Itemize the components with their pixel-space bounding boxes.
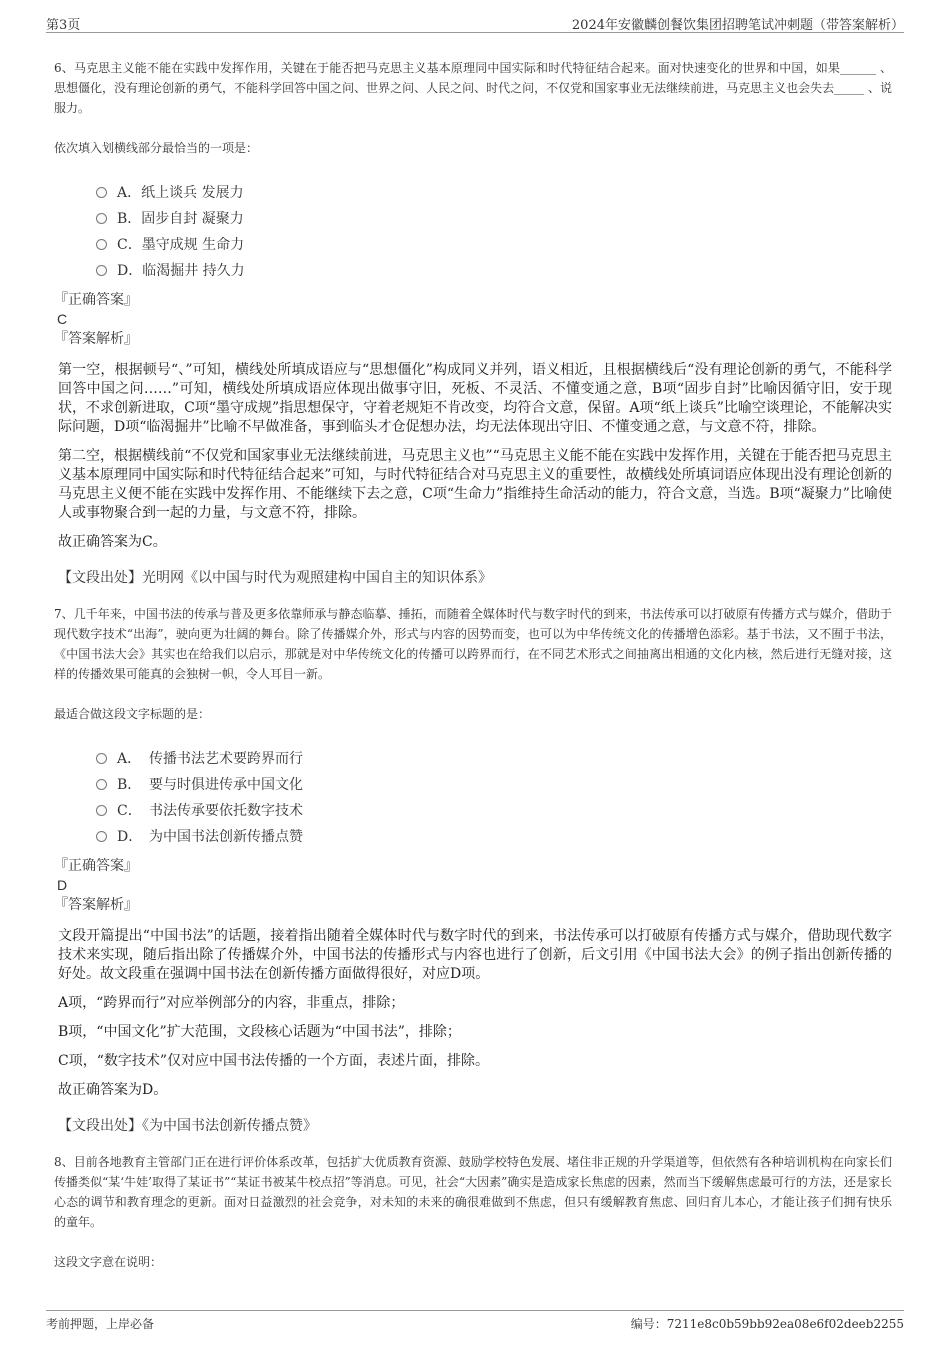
option-d[interactable] (96, 258, 892, 284)
option-letter: A． (117, 185, 142, 201)
radio-icon[interactable] (96, 779, 107, 790)
option-letter: C． (117, 237, 142, 253)
radio-icon[interactable] (96, 805, 107, 816)
radio-icon[interactable] (96, 831, 107, 842)
answer-value: C (57, 311, 68, 327)
option-b[interactable] (96, 772, 892, 798)
option-text: 墨守成规 生命力 (141, 237, 245, 253)
question-stem: 8、目前各地教育主管部门正在进行评价体系改革，包括扩大优质教育资源、鼓励学校特色发展、堵住非正规的升学渠道等，但依然有各种培训机构在向家长们传播类似“某‘牛娃’取得了某证书”“某证书被某牛校点招”等消息。可见，社会“大因素”确实是造成家长焦虑的因素，然而当下缓解焦虑最可行的方法，还是家长心态的调节和教育理念的更新。面对日益激烈的社会竞争，对未知的未来的确很难做到不焦虑，但只有缓解教育焦虑、回归育儿本心，才能让孩子们拥有快乐的童年。 (54, 1155, 892, 1229)
source-citation: 【文段出处】光明网《以中国与时代为观照建构中国自主的知识体系》 (58, 570, 492, 586)
option-letter: A． (117, 751, 142, 767)
option-letter: B． (117, 777, 142, 793)
radio-icon[interactable] (96, 753, 107, 764)
source-citation: 【文段出处】《为中国书法创新传播点赞》 (58, 1118, 317, 1134)
analysis-paragraph: 第二空，根据横线前“不仅党和国家事业无法继续前进，马克思主义也”“马克思主义能不能在实践中发挥作用，关键在于能否把马克思主义基本原理同中国实际和时代特征结合起来”可知，与时代特征结合对马克思主义的重要性，故横线处所填词语应体现出没有理论创新的马克思主义便不能在实践中发挥作用、不能继续下去之意，C项“生命力”指维持生命活动的能力，符合文意，当选。B项“凝聚力”比喻使人或事物聚合到一起的力量，与文意不符，排除。 (58, 448, 892, 521)
question-prompt: 最适合做这段文字标题的是： (54, 707, 211, 721)
analysis-paragraph: C项，“数字技术”仅对应中国书法传播的一个方面，表述片面，排除。 (58, 1053, 490, 1069)
question-7 (54, 604, 892, 1136)
analysis-paragraph: 故正确答案为C。 (58, 534, 167, 550)
answer-label: 『正确答案』 (54, 292, 138, 308)
answer-label: 『正确答案』 (54, 858, 138, 874)
page-number: 第3页 (46, 18, 81, 33)
option-text: 固步自封 凝聚力 (141, 211, 244, 227)
content (54, 58, 892, 1272)
option-c[interactable] (96, 232, 892, 258)
option-b[interactable] (96, 206, 892, 232)
page-footer (46, 1310, 904, 1335)
option-list (96, 746, 892, 850)
radio-icon[interactable] (96, 213, 107, 224)
analysis-paragraph: 故正确答案为D。 (58, 1082, 168, 1098)
option-text: 为中国书法创新传播点赞 (149, 829, 303, 845)
option-a[interactable] (96, 180, 892, 206)
question-stem: 7、几千年来，中国书法的传承与普及更多依靠师承与静态临摹、捶拓，而随着全媒体时代与数字时代的到来，书法传承可以打破原有传播方式与媒介，借助于现代数字技术“出海”，驶向更为壮阔的舞台。除了传播媒介外，形式与内容的因势而变，也可以为中华传统文化的传播增色添彩。基于书法，又不囿于书法，《中国书法大会》其实也在给我们以启示，那就是对中华传统文化的传播可以跨界而行，在不同艺术形式之间抽离出相通的文化内核，然后进行无缝对接，这样的传播效果可能真的会独树一帜，令人耳目一新。 (54, 607, 892, 681)
answer-value: D (57, 877, 68, 893)
option-text: 纸上谈兵 发展力 (141, 185, 244, 201)
analysis-label: 『答案解析』 (54, 897, 138, 913)
page-header (46, 10, 904, 33)
option-list (96, 180, 892, 284)
analysis-label: 『答案解析』 (54, 331, 138, 347)
question-prompt: 这段文字意在说明： (54, 1255, 163, 1269)
analysis-paragraph: 第一空，根据顿号“、”可知，横线处所填成语应与“思想僵化”构成同义并列，语义相近，且根据横线后“没有理论创新的勇气，不能科学回答中国之问……”可知，横线处所填成语应体现出做事守旧，死板、不灵活、不懂变通之意，B项“固步自封”比喻因循守旧，安于现状，不求创新进取，C项“墨守成规”指思想保守，守着老规矩不肯改变，均符合文意，保留。A项“纸上谈兵”比喻空谈理论，不能解决实际问题，D项“临渴掘井”比喻不早做准备，事到临头才仓促想办法，均无法体现出守旧、不懂变通之意，与文意不符，排除。 (58, 362, 892, 435)
option-text: 书法传承要依托数字技术 (149, 803, 303, 819)
option-letter: D． (117, 829, 143, 845)
question-6 (54, 58, 892, 588)
option-text: 要与时俱进传承中国文化 (149, 777, 303, 793)
analysis-paragraph: 文段开篇提出“中国书法”的话题，接着指出随着全媒体时代与数字时代的到来，书法传承可以打破原有传播方式与媒介，借助现代数字技术来实现，随后指出除了传播媒介外，中国书法的传播形式与内容也进行了创新，后文引用《中国书法大会》的例子指出创新传播的好处。故文段重在强调中国书法在创新传播方面做得很好，对应D项。 (58, 928, 892, 982)
analysis-paragraph: A项，“跨界而行”对应举例部分的内容，非重点，排除； (58, 995, 405, 1011)
option-text: 临渴掘井 持久力 (142, 263, 245, 279)
option-letter: D． (117, 263, 143, 279)
radio-icon[interactable] (96, 187, 107, 198)
radio-icon[interactable] (96, 239, 107, 250)
question-8 (54, 1152, 892, 1272)
option-c[interactable] (96, 798, 892, 824)
option-letter: B． (117, 211, 142, 227)
option-d[interactable] (96, 824, 892, 850)
document-title: 2024年安徽麟创餐饮集团招聘笔试冲刺题（带答案解析） (571, 18, 904, 33)
option-text: 传播书法艺术要跨界而行 (149, 751, 303, 767)
option-letter: C． (117, 803, 142, 819)
analysis-paragraph: B项，“中国文化”扩大范围，文段核心话题为“中国书法”，排除； (58, 1024, 461, 1040)
question-stem: 6、马克思主义能不能在实践中发挥作用，关键在于能否把马克思主义基本原理同中国实际和时代特征结合起来。面对快速变化的世界和中国，如果______ 、思想僵化，没有理论创新的勇气，不能科学回答中国之问、世界之问、人民之问、时代之问，不仅党和国家事业无法继续前进，马克思主义也会失去_____ 、说服力。 (54, 61, 892, 115)
document-id: 编号：7211e8c0b59bb92ea08e6f02deeb2255 (630, 1317, 904, 1331)
option-a[interactable] (96, 746, 892, 772)
question-prompt: 依次填入划横线部分最恰当的一项是： (54, 141, 259, 155)
radio-icon[interactable] (96, 265, 107, 276)
footer-slogan: 考前押题，上岸必备 (46, 1317, 155, 1331)
